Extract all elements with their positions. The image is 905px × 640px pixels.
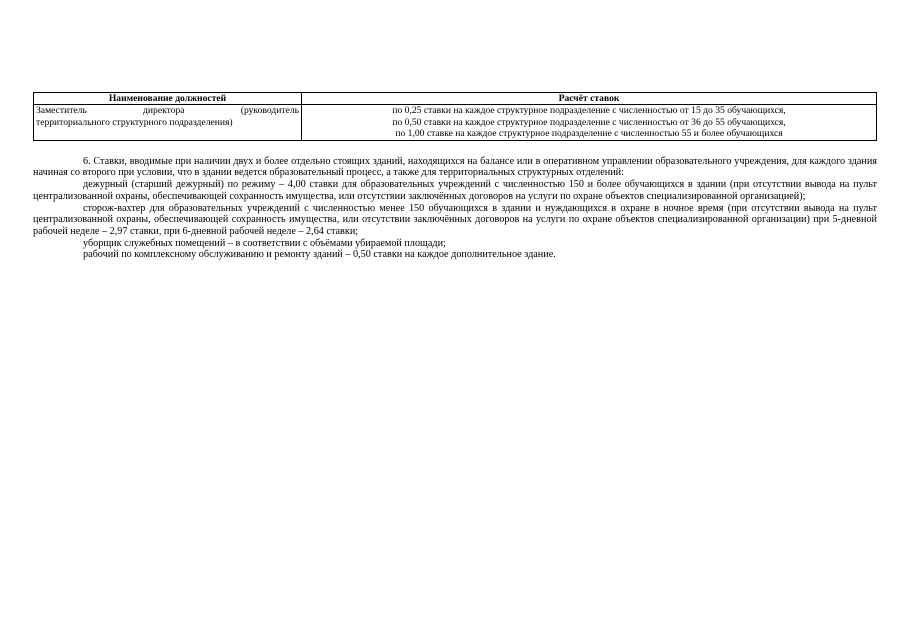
- position-cell: [34, 105, 302, 141]
- paragraph-watchman: сторож-вахтер для образовательных учреждений с численностью менее 150 обучающихся в здании и нуждающихся в охране в ночное время (при отсутствии вывода на пульт централизованной охраны, обеспечивающей сохранность имущества, или отсутствии заключённых договоров на услуги по охране объектов специализированной организации) при 5-дневной рабочей неделе – 2,97 ставки, при 6-дневной рабочей неделе – 2,64 ставки;: [33, 202, 877, 237]
- rate-line-1: по 0,25 ставки на каждое структурное подразделение с численностью от 15 до 35 обучающихся,: [392, 105, 786, 116]
- paragraph-duty-officer: дежурный (старший дежурный) по режиму – 4,00 ставки для образовательных учреждений с численностью 150 и более обучающихся в здании (при отсутствии вывода на пульт централизованной охраны, обеспечивающей сохранность имущества, или отсутствии заключённых договоров на услуги по охране объектов специализированной организацией);: [33, 179, 877, 202]
- table-header-row: [34, 93, 877, 105]
- table-row: [34, 105, 877, 141]
- rate-line-3: по 1,00 ставке на каждое структурное подразделение с численностью 55 и более обучающихся: [395, 128, 783, 140]
- document-page: [33, 92, 877, 261]
- position-name-line2: территориального структурного подразделения): [36, 116, 233, 128]
- rates-cell: [302, 105, 877, 141]
- body-text: [33, 156, 877, 261]
- rate-line-2: по 0,50 ставки на каждое структурное подразделение с численностью от 36 до 55 обучающихся,: [392, 116, 786, 128]
- header-rates: Расчёт ставок: [302, 93, 877, 105]
- staffing-table: [33, 92, 877, 141]
- header-positions: Наименование должностей: [34, 93, 302, 105]
- paragraph-cleaner: уборщик служебных помещений – в соответствии с объёмами убираемой площади;: [83, 237, 446, 249]
- paragraph-maintenance-worker: рабочий по комплексному обслуживанию и ремонту зданий – 0,50 ставки на каждое дополнительное здание.: [83, 249, 556, 261]
- position-name-line1: Заместитель директора (руководитель: [36, 105, 299, 116]
- paragraph-section-6: 6. Ставки, вводимые при наличии двух и более отдельно стоящих зданий, находящихся на балансе или в оперативном управлении образовательного учреждения, для каждого здания начиная со второго при условии, что в здании ведется образовательный процесс, а также для территориальных структурных отделений:: [33, 155, 877, 179]
